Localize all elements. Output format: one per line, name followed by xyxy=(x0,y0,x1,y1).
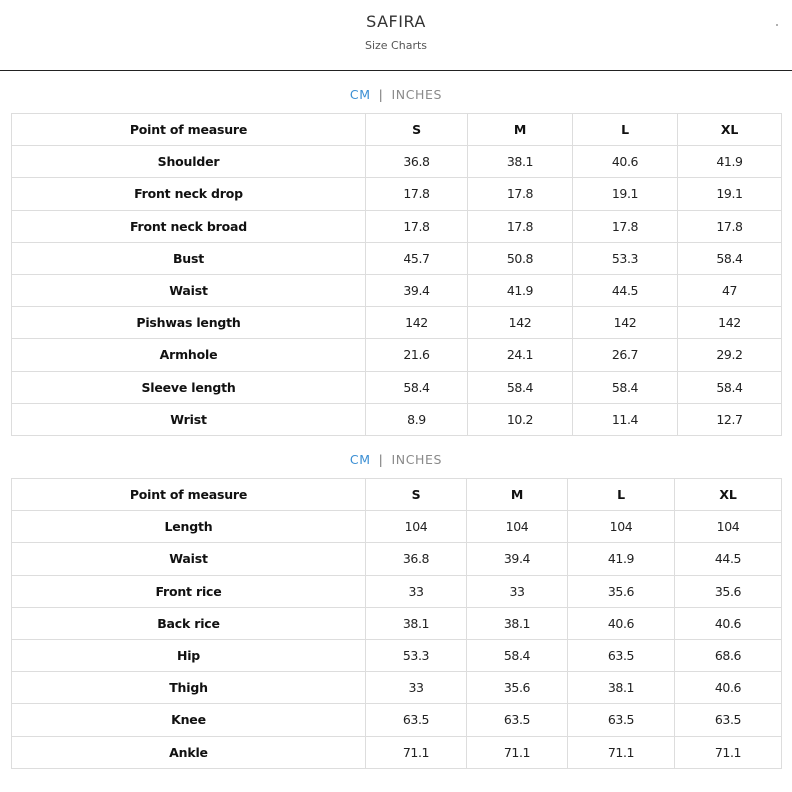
measure-value: 45.7 xyxy=(366,242,468,274)
measure-label: Length xyxy=(12,511,366,543)
table-row xyxy=(12,511,782,543)
measure-value: 33 xyxy=(366,672,467,704)
measure-value: 63.5 xyxy=(568,704,675,736)
measure-label: Shoulder xyxy=(12,146,366,178)
measure-value: 63.5 xyxy=(675,704,782,736)
measure-value: 10.2 xyxy=(468,403,573,435)
measure-value: 41.9 xyxy=(678,146,782,178)
measure-value: 68.6 xyxy=(675,639,782,671)
measure-label: Knee xyxy=(12,704,366,736)
measure-label: Waist xyxy=(12,274,366,306)
unit-toggle-bottom xyxy=(0,452,792,467)
brand-title: SAFIRA xyxy=(366,12,426,31)
unit-inches-toggle[interactable]: INCHES xyxy=(391,452,443,467)
measure-value: 58.4 xyxy=(467,639,568,671)
measure-value: 71.1 xyxy=(366,736,467,768)
measure-value: 44.5 xyxy=(573,274,678,306)
measure-value: 8.9 xyxy=(366,403,468,435)
table-row xyxy=(12,371,782,403)
table-row xyxy=(12,339,782,371)
measure-value: 12.7 xyxy=(678,403,782,435)
measure-value: 63.5 xyxy=(568,639,675,671)
measure-value: 38.1 xyxy=(568,672,675,704)
measure-value: 35.6 xyxy=(675,575,782,607)
measure-value: 53.3 xyxy=(573,242,678,274)
measure-label: Bust xyxy=(12,242,366,274)
unit-separator: | xyxy=(378,452,384,467)
table-row xyxy=(12,403,782,435)
table-row xyxy=(12,210,782,242)
column-header-size: L xyxy=(573,114,678,146)
measure-value: 11.4 xyxy=(573,403,678,435)
measure-value: 58.4 xyxy=(573,371,678,403)
measure-value: 40.6 xyxy=(675,607,782,639)
table-row xyxy=(12,307,782,339)
measure-value: 142 xyxy=(573,307,678,339)
unit-cm-toggle[interactable]: CM xyxy=(349,87,371,102)
measure-value: 142 xyxy=(678,307,782,339)
measure-label: Front neck broad xyxy=(12,210,366,242)
table-row xyxy=(12,146,782,178)
measure-value: 63.5 xyxy=(467,704,568,736)
measure-value: 26.7 xyxy=(573,339,678,371)
measure-value: 40.6 xyxy=(675,672,782,704)
column-header-size: S xyxy=(366,479,467,511)
page-header xyxy=(0,0,792,71)
measure-value: 142 xyxy=(366,307,468,339)
measure-value: 38.1 xyxy=(366,607,467,639)
measure-value: 38.1 xyxy=(467,607,568,639)
measure-value: 71.1 xyxy=(568,736,675,768)
unit-inches-toggle[interactable]: INCHES xyxy=(391,87,443,102)
measure-value: 24.1 xyxy=(468,339,573,371)
measure-value: 53.3 xyxy=(366,639,467,671)
measure-value: 58.4 xyxy=(678,242,782,274)
measure-value: 33 xyxy=(366,575,467,607)
measure-label: Sleeve length xyxy=(12,371,366,403)
column-header-size: XL xyxy=(678,114,782,146)
measure-value: 19.1 xyxy=(678,178,782,210)
measure-value: 142 xyxy=(468,307,573,339)
measure-value: 40.6 xyxy=(568,607,675,639)
measure-value: 19.1 xyxy=(573,178,678,210)
measure-value: 50.8 xyxy=(468,242,573,274)
table-row xyxy=(12,274,782,306)
column-header-size: M xyxy=(468,114,573,146)
page-subtitle: Size Charts xyxy=(364,39,428,52)
measure-value: 21.6 xyxy=(366,339,468,371)
table-row xyxy=(12,178,782,210)
size-table-top xyxy=(11,113,782,436)
measure-value: 104 xyxy=(366,511,467,543)
measure-label: Front neck drop xyxy=(12,178,366,210)
measure-label: Ankle xyxy=(12,736,366,768)
measure-value: 38.1 xyxy=(468,146,573,178)
measure-value: 17.8 xyxy=(468,178,573,210)
table-row xyxy=(12,704,782,736)
measure-value: 58.4 xyxy=(468,371,573,403)
measure-value: 71.1 xyxy=(675,736,782,768)
unit-cm-toggle[interactable]: CM xyxy=(349,452,371,467)
table-row xyxy=(12,543,782,575)
measure-value: 63.5 xyxy=(366,704,467,736)
measure-value: 47 xyxy=(678,274,782,306)
measure-value: 36.8 xyxy=(366,146,468,178)
measure-value: 71.1 xyxy=(467,736,568,768)
unit-toggle-top xyxy=(0,87,792,102)
unit-separator: | xyxy=(378,87,384,102)
decorative-dot xyxy=(776,24,778,26)
table-row xyxy=(12,242,782,274)
measure-value: 39.4 xyxy=(467,543,568,575)
column-header-size: S xyxy=(366,114,468,146)
table-header-row xyxy=(12,114,782,146)
measure-value: 104 xyxy=(568,511,675,543)
size-table-bottom xyxy=(11,478,782,769)
measure-value: 17.8 xyxy=(366,178,468,210)
measure-value: 17.8 xyxy=(678,210,782,242)
measure-label: Waist xyxy=(12,543,366,575)
measure-label: Back rice xyxy=(12,607,366,639)
column-header-measure: Point of measure xyxy=(12,479,366,511)
measure-value: 35.6 xyxy=(467,672,568,704)
measure-value: 17.8 xyxy=(468,210,573,242)
measure-value: 35.6 xyxy=(568,575,675,607)
measure-label: Armhole xyxy=(12,339,366,371)
measure-value: 29.2 xyxy=(678,339,782,371)
measure-value: 104 xyxy=(467,511,568,543)
measure-value: 58.4 xyxy=(366,371,468,403)
measure-value: 17.8 xyxy=(366,210,468,242)
table-row xyxy=(12,736,782,768)
table-row xyxy=(12,607,782,639)
column-header-measure: Point of measure xyxy=(12,114,366,146)
measure-label: Hip xyxy=(12,639,366,671)
measure-value: 44.5 xyxy=(675,543,782,575)
measure-value: 41.9 xyxy=(568,543,675,575)
column-header-size: M xyxy=(467,479,568,511)
measure-value: 58.4 xyxy=(678,371,782,403)
column-header-size: L xyxy=(568,479,675,511)
measure-label: Wrist xyxy=(12,403,366,435)
measure-value: 36.8 xyxy=(366,543,467,575)
measure-value: 40.6 xyxy=(573,146,678,178)
measure-label: Pishwas length xyxy=(12,307,366,339)
measure-value: 33 xyxy=(467,575,568,607)
measure-label: Front rice xyxy=(12,575,366,607)
measure-value: 17.8 xyxy=(573,210,678,242)
column-header-size: XL xyxy=(675,479,782,511)
table-row xyxy=(12,672,782,704)
table-row xyxy=(12,639,782,671)
measure-value: 39.4 xyxy=(366,274,468,306)
table-row xyxy=(12,575,782,607)
measure-label: Thigh xyxy=(12,672,366,704)
table-header-row xyxy=(12,479,782,511)
measure-value: 104 xyxy=(675,511,782,543)
measure-value: 41.9 xyxy=(468,274,573,306)
